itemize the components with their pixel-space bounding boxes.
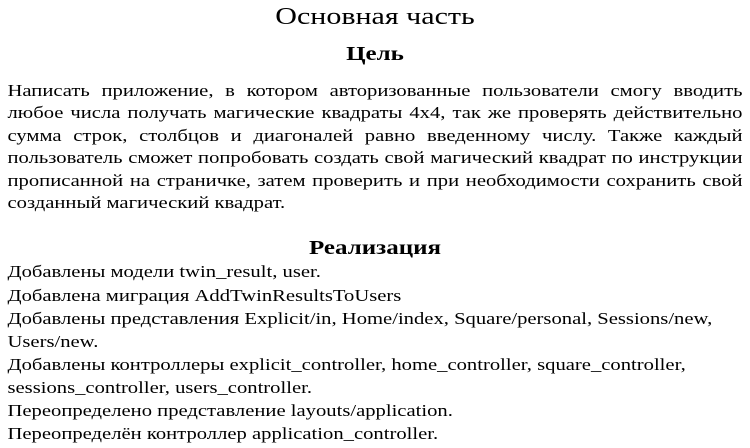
page-title: Основная часть [275, 4, 475, 30]
implementation-item-migration: Добавлена миграция AddTwinResultsToUsers [7, 285, 402, 305]
document-page [0, 2, 750, 445]
implementation-item-application-controller-override: Переопределён контроллер application_controller. [7, 424, 439, 444]
section-heading-goal: Цель [346, 43, 404, 65]
implementation-item-controllers: Добавлены контроллеры explicit_controller, home_controller, square_controller, sessions_controller, users_controller. [7, 354, 686, 397]
implementation-list [8, 260, 743, 445]
implementation-item-models: Добавлены модели twin_result, user. [7, 262, 321, 282]
goal-paragraph: Написать приложение, в котором авторизованные пользователи смогу вводить любое числа получать магические квадраты 4х4, так же проверять действительно сумма строк, столбцов и диагоналей равно введенному числу. Также каждый пользователь сможет попробовать создать свой магический квадрат по инструкции прописанной на страничке, затем проверить и при необходимости сохранить свой созданный магический квадрат. [7, 81, 743, 213]
implementation-item-layout-override: Переопределено представление layouts/application. [7, 401, 453, 420]
implementation-item-views: Добавлены представления Explicit/in, Home/index, Square/personal, Sessions/new, Users/new. [7, 308, 713, 351]
section-heading-implementation: Реализация [308, 237, 442, 260]
